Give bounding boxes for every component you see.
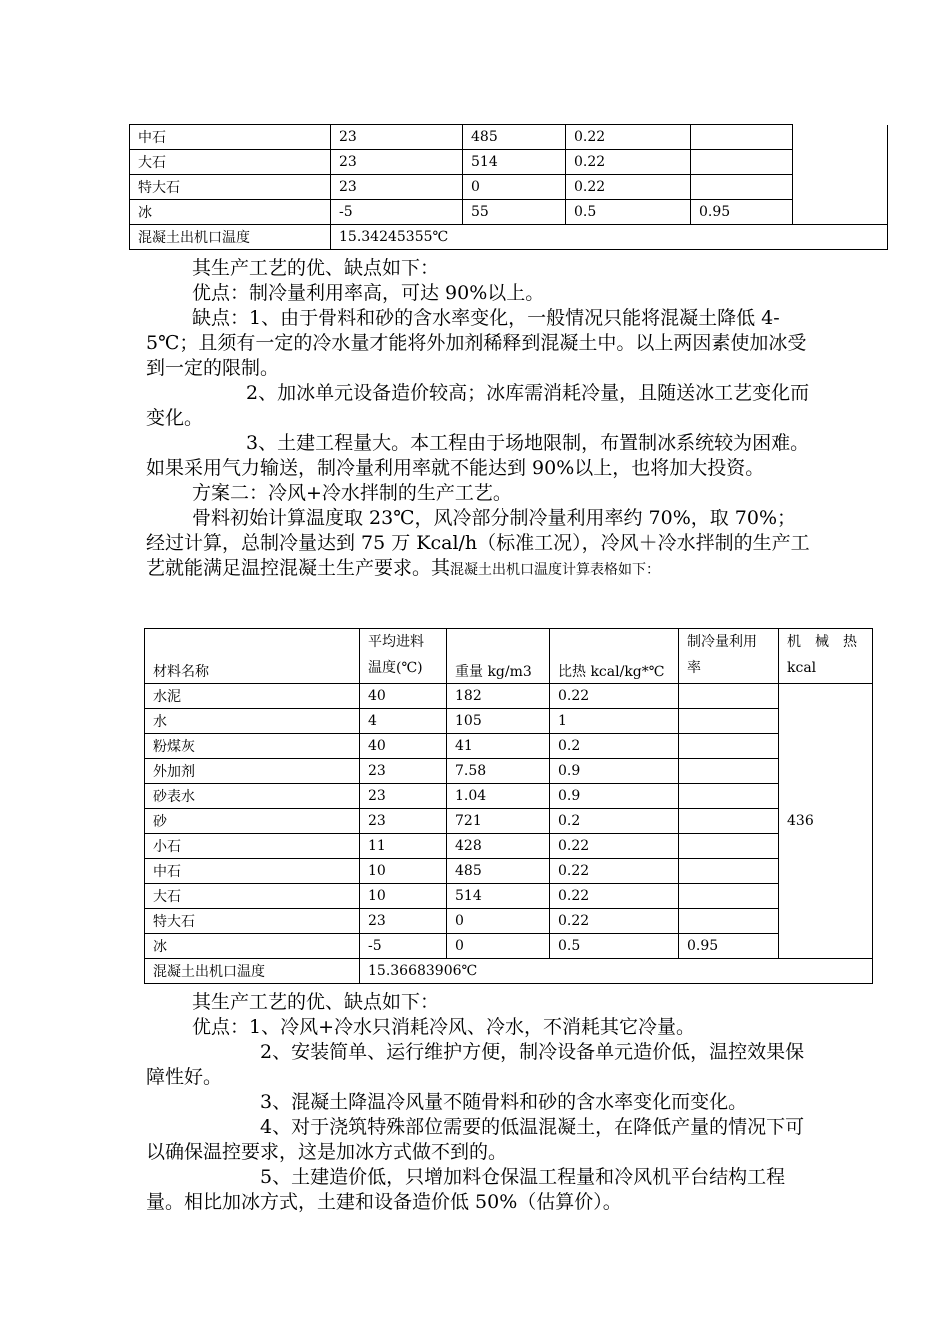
cell bbox=[679, 734, 779, 759]
paragraph: 其生产工艺的优、缺点如下： bbox=[192, 257, 440, 279]
cell: 0.9 bbox=[550, 759, 679, 784]
cell: 冰 bbox=[145, 934, 360, 959]
cell bbox=[691, 125, 793, 150]
cell: 10 bbox=[360, 884, 447, 909]
paragraph: 2、加冰单元设备造价较高；冰库需消耗冷量，且随送冰工艺变化而变化。 bbox=[146, 382, 810, 429]
cell: 40 bbox=[360, 734, 447, 759]
cell: 485 bbox=[463, 125, 566, 150]
paragraph: 3、混凝土降温冷风量不随骨料和砂的含水率变化而变化。 bbox=[260, 1091, 748, 1113]
cell: 40 bbox=[360, 684, 447, 709]
cell: 485 bbox=[447, 859, 550, 884]
cell: 514 bbox=[447, 884, 550, 909]
cell bbox=[679, 909, 779, 934]
cell bbox=[679, 684, 779, 709]
cell: 0.22 bbox=[566, 175, 691, 200]
table-row bbox=[145, 784, 873, 809]
paragraph: 2、安装简单、运行维护方便，制冷设备单元造价低，温控效果保障性好。 bbox=[146, 1041, 805, 1088]
cell: 1 bbox=[550, 709, 679, 734]
cell: 0.22 bbox=[566, 125, 691, 150]
paragraph: 其生产工艺的优、缺点如下： bbox=[192, 991, 440, 1013]
cell: 4 bbox=[360, 709, 447, 734]
header-name: 材料名称 bbox=[145, 629, 360, 684]
cell bbox=[679, 859, 779, 884]
cell: 水泥 bbox=[145, 684, 360, 709]
cell: 0.22 bbox=[550, 884, 679, 909]
paragraph bbox=[146, 506, 810, 583]
cell bbox=[679, 759, 779, 784]
cell: 中石 bbox=[145, 859, 360, 884]
cell: 1.04 bbox=[447, 784, 550, 809]
cell bbox=[691, 175, 793, 200]
table-row bbox=[145, 859, 873, 884]
footer-label: 混凝土出机口温度 bbox=[130, 225, 331, 250]
cell: -5 bbox=[360, 934, 447, 959]
paragraph: 方案二：冷风+冷水拌制的生产工艺。 bbox=[192, 482, 512, 504]
cell: 55 bbox=[463, 200, 566, 225]
cell: 105 bbox=[447, 709, 550, 734]
table-row bbox=[145, 934, 873, 959]
section-1-text bbox=[146, 256, 810, 583]
table-footer-row bbox=[145, 959, 873, 984]
table-row bbox=[145, 809, 873, 834]
paragraph: 5、土建造价低，只增加料仓保温工程量和冷风机平台结构工程量。相比加冰方式，土建和设备造价低 50%（估算价）。 bbox=[146, 1166, 786, 1213]
cell: -5 bbox=[331, 200, 463, 225]
cell: 外加剂 bbox=[145, 759, 360, 784]
table-row bbox=[145, 759, 873, 784]
header-mech-line1: 机 械 热 bbox=[787, 634, 857, 650]
cell: 23 bbox=[360, 784, 447, 809]
cell: 23 bbox=[360, 909, 447, 934]
cell: 0.5 bbox=[566, 200, 691, 225]
cell: 特大石 bbox=[145, 909, 360, 934]
header-temp bbox=[360, 629, 447, 684]
cell: 514 bbox=[463, 150, 566, 175]
cell: 7.58 bbox=[447, 759, 550, 784]
footer-value: 15.36683906℃ bbox=[360, 959, 873, 984]
cell: 11 bbox=[360, 834, 447, 859]
cell: 721 bbox=[447, 809, 550, 834]
cell bbox=[679, 784, 779, 809]
table-row bbox=[145, 884, 873, 909]
table-2 bbox=[144, 628, 873, 984]
table-row bbox=[130, 125, 888, 150]
table-row bbox=[145, 909, 873, 934]
cell bbox=[691, 150, 793, 175]
cell: 0.22 bbox=[550, 909, 679, 934]
paragraph: 优点：制冷量利用率高，可达 90%以上。 bbox=[192, 282, 545, 304]
cell: 23 bbox=[360, 809, 447, 834]
cell bbox=[679, 834, 779, 859]
cell-merged bbox=[793, 125, 888, 225]
cell: 428 bbox=[447, 834, 550, 859]
header-weight: 重量 kg/m3 bbox=[447, 629, 550, 684]
cell: 大石 bbox=[130, 150, 331, 175]
paragraph: 缺点：1、由于骨料和砂的含水率变化，一般情况只能将混凝土降低 4-5℃；且须有一定的冷水量才能将外加剂稀释到混凝土中。以上两因素使加冰受到一定的限制。 bbox=[146, 307, 807, 379]
table-row bbox=[130, 175, 888, 200]
cell: 0.22 bbox=[550, 684, 679, 709]
cell: 0.22 bbox=[550, 859, 679, 884]
cell: 砂 bbox=[145, 809, 360, 834]
cell: 中石 bbox=[130, 125, 331, 150]
table-footer-row bbox=[130, 225, 888, 250]
table-row bbox=[145, 734, 873, 759]
paragraph-small-text: 混凝土出机口温度计算表格如下： bbox=[450, 562, 661, 578]
cell: 182 bbox=[447, 684, 550, 709]
header-mech-line2: kcal bbox=[787, 660, 817, 676]
cell: 0 bbox=[463, 175, 566, 200]
cell: 0 bbox=[447, 934, 550, 959]
header-heat: 比热 kcal/kg*℃ bbox=[550, 629, 679, 684]
cell: 大石 bbox=[145, 884, 360, 909]
cell: 0.95 bbox=[691, 200, 793, 225]
cell bbox=[679, 809, 779, 834]
table-row bbox=[145, 709, 873, 734]
section-2-text bbox=[146, 990, 810, 1215]
header-temp-line1: 平均进料 bbox=[368, 634, 424, 650]
footer-label: 混凝土出机口温度 bbox=[145, 959, 360, 984]
cell bbox=[679, 884, 779, 909]
cell: 砂表水 bbox=[145, 784, 360, 809]
table-row bbox=[145, 684, 873, 709]
cell: 小石 bbox=[145, 834, 360, 859]
cell: 0.22 bbox=[550, 834, 679, 859]
table-row bbox=[130, 150, 888, 175]
cell: 23 bbox=[331, 175, 463, 200]
cell: 0.2 bbox=[550, 809, 679, 834]
mech-value: 436 bbox=[779, 684, 873, 959]
cell: 0 bbox=[447, 909, 550, 934]
cell: 特大石 bbox=[130, 175, 331, 200]
header-temp-line2: 温度(℃) bbox=[368, 660, 423, 676]
cell: 23 bbox=[331, 125, 463, 150]
table-1 bbox=[129, 124, 888, 250]
cell: 0.22 bbox=[566, 150, 691, 175]
cell: 冰 bbox=[130, 200, 331, 225]
paragraph: 4、对于浇筑特殊部位需要的低温混凝土，在降低产量的情况下可以确保温控要求，这是加冰方式做不到的。 bbox=[146, 1116, 805, 1163]
table-header-row bbox=[145, 629, 873, 684]
cell: 10 bbox=[360, 859, 447, 884]
cell bbox=[679, 709, 779, 734]
cell: 0.5 bbox=[550, 934, 679, 959]
table-row bbox=[130, 200, 888, 225]
table-row bbox=[145, 834, 873, 859]
cell: 0.95 bbox=[679, 934, 779, 959]
cell: 0.9 bbox=[550, 784, 679, 809]
paragraph: 优点：1、冷风+冷水只消耗冷风、冷水，不消耗其它冷量。 bbox=[192, 1016, 696, 1038]
cell: 水 bbox=[145, 709, 360, 734]
footer-value: 15.34245355℃ bbox=[331, 225, 888, 250]
cell: 23 bbox=[360, 759, 447, 784]
header-cool: 制冷量利用率 bbox=[679, 629, 779, 684]
cell: 0.2 bbox=[550, 734, 679, 759]
cell: 23 bbox=[331, 150, 463, 175]
cell: 粉煤灰 bbox=[145, 734, 360, 759]
paragraph: 3、土建工程量大。本工程由于场地限制，布置制冰系统较为困难。如果采用气力输送，制冷量利用率就不能达到 90%以上，也将加大投资。 bbox=[146, 432, 810, 479]
paragraph-text: 骨料初始计算温度取 23℃，风冷部分制冷量利用率约 70%，取 70%；经过计算，总制冷量达到 75 万 Kcal/h（标准工况），冷风＋冷水拌制的生产工艺就能满足温控混凝土生产要求。其 bbox=[146, 507, 810, 579]
cell: 41 bbox=[447, 734, 550, 759]
header-mech bbox=[779, 629, 873, 684]
